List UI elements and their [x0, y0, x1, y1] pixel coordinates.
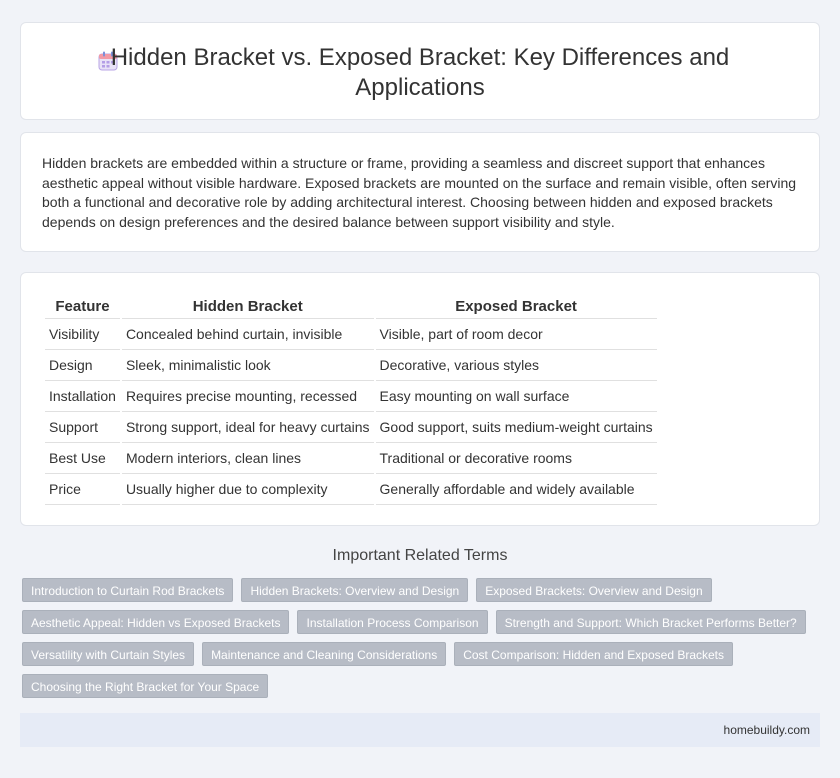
- page-title: Hidden Bracket vs. Exposed Bracket: Key Differences and Applications: [110, 44, 730, 101]
- table-cell: Generally affordable and widely available: [376, 474, 657, 505]
- intro-paragraph: Hidden brackets are embedded within a structure or frame, providing a seamless and discreet support that enhances aesthetic appeal without visible hardware. Exposed brackets are mounted on the surface and remain visible, often serving both a functional and decorative role by adding architectural interest. Choosing between hidden and exposed brackets depends on design preferences and the desired balance between support visibility and style.: [42, 155, 797, 230]
- header-hidden-bracket: Hidden Bracket: [122, 295, 374, 319]
- table-row: [45, 412, 657, 443]
- table-row: [45, 350, 657, 381]
- related-term-tag[interactable]: Maintenance and Cleaning Considerations: [202, 642, 446, 666]
- comparison-table: [43, 295, 659, 505]
- table-cell: Decorative, various styles: [376, 350, 657, 381]
- related-term-tag[interactable]: Aesthetic Appeal: Hidden vs Exposed Brackets: [22, 610, 289, 634]
- related-term-tag[interactable]: Exposed Brackets: Overview and Design: [476, 578, 711, 602]
- table-header-row: [45, 295, 657, 319]
- table-cell: Concealed behind curtain, invisible: [122, 319, 374, 350]
- table-row: [45, 443, 657, 474]
- table-cell: Price: [45, 474, 120, 505]
- related-term-tag[interactable]: Installation Process Comparison: [297, 610, 487, 634]
- header-exposed-bracket: Exposed Bracket: [376, 295, 657, 319]
- related-terms-title: Important Related Terms: [332, 547, 508, 564]
- related-term-tag[interactable]: Strength and Support: Which Bracket Performs Better?: [496, 610, 806, 634]
- table-cell: Requires precise mounting, recessed: [122, 381, 374, 412]
- table-cell: Visibility: [45, 319, 120, 350]
- table-cell: Support: [45, 412, 120, 443]
- table-cell: Easy mounting on wall surface: [376, 381, 657, 412]
- related-term-tag[interactable]: Hidden Brackets: Overview and Design: [241, 578, 468, 602]
- table-cell: Best Use: [45, 443, 120, 474]
- related-term-tag[interactable]: Cost Comparison: Hidden and Exposed Brackets: [454, 642, 733, 666]
- table-cell: Visible, part of room decor: [376, 319, 657, 350]
- table-cell: Modern interiors, clean lines: [122, 443, 374, 474]
- related-term-tag[interactable]: Introduction to Curtain Rod Brackets: [22, 578, 233, 602]
- table-row: [45, 319, 657, 350]
- related-term-tag[interactable]: Versatility with Curtain Styles: [22, 642, 194, 666]
- related-terms-list: [22, 578, 822, 698]
- table-row: [45, 474, 657, 505]
- footer: [20, 713, 820, 747]
- table-row: [45, 381, 657, 412]
- table-cell: Design: [45, 350, 120, 381]
- table-cell: Sleek, minimalistic look: [122, 350, 374, 381]
- table-cell: Installation: [45, 381, 120, 412]
- table-cell: Strong support, ideal for heavy curtains: [122, 412, 374, 443]
- table-cell: Usually higher due to complexity: [122, 474, 374, 505]
- table-cell: Good support, suits medium-weight curtains: [376, 412, 657, 443]
- footer-site-name[interactable]: homebuildy.com: [723, 723, 810, 737]
- comparison-card: [20, 272, 820, 526]
- related-term-tag[interactable]: Choosing the Right Bracket for Your Space: [22, 674, 268, 698]
- intro-card: [20, 132, 820, 252]
- title-card: [20, 22, 820, 120]
- table-cell: Traditional or decorative rooms: [376, 443, 657, 474]
- header-feature: Feature: [45, 295, 120, 319]
